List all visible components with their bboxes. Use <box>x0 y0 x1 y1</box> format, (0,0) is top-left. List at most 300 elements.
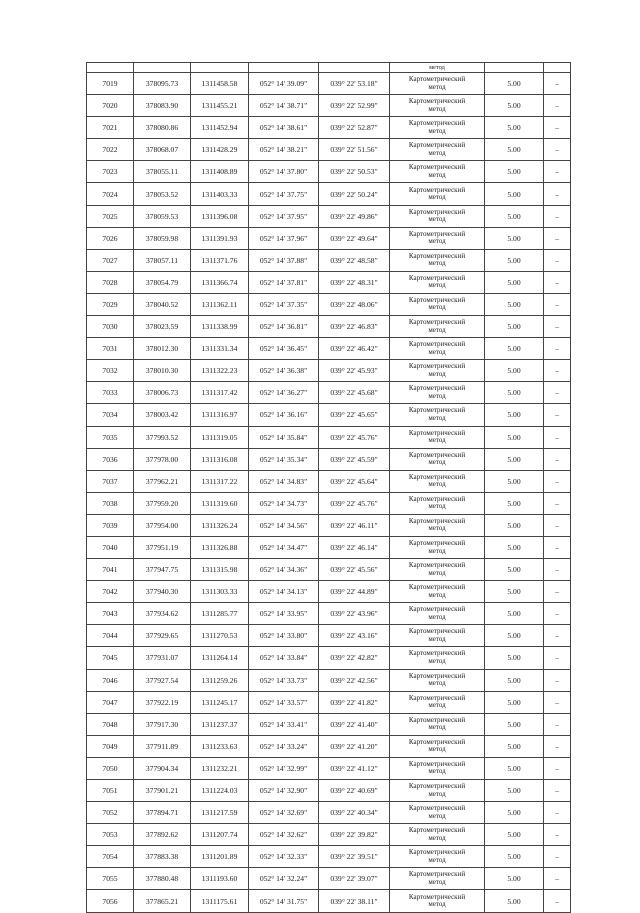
method-line-1: Картометрический <box>408 870 466 879</box>
cell-accuracy: 5.00 <box>485 117 544 139</box>
cell-accuracy: 5.00 <box>485 360 544 382</box>
cell-method <box>390 846 485 868</box>
cell-note: – <box>544 360 571 382</box>
cell-longitude: 039° 22' 39.07" <box>319 868 390 890</box>
cell-note: – <box>544 868 571 890</box>
cell-method <box>390 669 485 691</box>
cell-note: – <box>544 559 571 581</box>
table-row <box>87 404 571 426</box>
method-line-2: метод <box>428 413 446 422</box>
cell-point-number: 7029 <box>87 293 134 315</box>
cell-empty <box>191 63 249 73</box>
cell-accuracy: 5.00 <box>485 713 544 735</box>
table-row <box>87 316 571 338</box>
method-line-1: Картометрический <box>408 141 466 150</box>
table-row <box>87 559 571 581</box>
cell-latitude: 052° 14' 32.69" <box>249 802 319 824</box>
cell-note: – <box>544 647 571 669</box>
table-row <box>87 382 571 404</box>
table-row <box>87 426 571 448</box>
table-body <box>87 63 571 913</box>
cell-point-number: 7056 <box>87 890 134 912</box>
cell-y-coordinate: 1311452.94 <box>191 117 249 139</box>
method-line-2: метод <box>428 701 446 710</box>
cell-point-number: 7041 <box>87 559 134 581</box>
cell-point-number: 7043 <box>87 603 134 625</box>
cell-latitude: 052° 14' 32.99" <box>249 757 319 779</box>
cell-x-coordinate: 378023.59 <box>134 316 191 338</box>
cell-method <box>390 249 485 271</box>
method-line-2: метод <box>428 767 446 776</box>
cell-latitude: 052° 14' 34.13" <box>249 581 319 603</box>
cell-method <box>390 890 485 912</box>
method-line-2: метод <box>428 237 446 246</box>
cell-longitude: 039° 22' 48.31" <box>319 271 390 293</box>
table-row <box>87 802 571 824</box>
cell-accuracy: 5.00 <box>485 183 544 205</box>
table-row <box>87 139 571 161</box>
method-line-1: Картометрический <box>408 450 466 459</box>
cell-longitude: 039° 22' 42.82" <box>319 647 390 669</box>
table-row <box>87 205 571 227</box>
method-line-2: метод <box>428 82 446 91</box>
cell-method <box>390 426 485 448</box>
table-row <box>87 603 571 625</box>
cell-method <box>390 625 485 647</box>
table-row <box>87 360 571 382</box>
cell-note: – <box>544 713 571 735</box>
cell-accuracy: 5.00 <box>485 625 544 647</box>
cell-latitude: 052° 14' 37.96" <box>249 227 319 249</box>
cell-latitude: 052° 14' 38.61" <box>249 117 319 139</box>
cell-longitude: 039° 22' 50.24" <box>319 183 390 205</box>
cell-x-coordinate: 377922.19 <box>134 691 191 713</box>
cell-note: – <box>544 492 571 514</box>
cell-empty <box>249 63 319 73</box>
cell-longitude: 039° 22' 45.65" <box>319 404 390 426</box>
cell-point-number: 7048 <box>87 713 134 735</box>
cell-method <box>390 382 485 404</box>
method-line-1: Картометрический <box>408 649 466 658</box>
cell-longitude: 039° 22' 52.99" <box>319 95 390 117</box>
cell-method <box>390 316 485 338</box>
cell-x-coordinate: 377865.21 <box>134 890 191 912</box>
method-line-1: Картометрический <box>408 362 466 371</box>
cell-accuracy: 5.00 <box>485 669 544 691</box>
cell-y-coordinate: 1311175.61 <box>191 890 249 912</box>
cell-y-coordinate: 1311217.59 <box>191 802 249 824</box>
cell-latitude: 052° 14' 32.90" <box>249 780 319 802</box>
cell-latitude: 052° 14' 33.24" <box>249 735 319 757</box>
cell-x-coordinate: 378053.52 <box>134 183 191 205</box>
cell-method <box>390 293 485 315</box>
cell-x-coordinate: 377904.34 <box>134 757 191 779</box>
cell-method <box>390 95 485 117</box>
cell-method <box>390 713 485 735</box>
table-row <box>87 271 571 293</box>
method-line-2: метод <box>428 104 446 113</box>
cell-accuracy: 5.00 <box>485 161 544 183</box>
method-line-1: Картометрический <box>408 627 466 636</box>
cell-latitude: 052° 14' 37.80" <box>249 161 319 183</box>
method-line-2: метод <box>428 811 446 820</box>
cell-x-coordinate: 377917.30 <box>134 713 191 735</box>
cell-point-number: 7023 <box>87 161 134 183</box>
cell-accuracy: 5.00 <box>485 514 544 536</box>
cell-accuracy: 5.00 <box>485 890 544 912</box>
method-line-1: Картометрический <box>408 207 466 216</box>
cell-method <box>390 536 485 558</box>
cell-x-coordinate: 377901.21 <box>134 780 191 802</box>
cell-accuracy: 5.00 <box>485 559 544 581</box>
cell-note: – <box>544 161 571 183</box>
cell-y-coordinate: 1311326.24 <box>191 514 249 536</box>
cell-note: – <box>544 780 571 802</box>
cell-longitude: 039° 22' 45.64" <box>319 470 390 492</box>
cell-accuracy: 5.00 <box>485 492 544 514</box>
table-row <box>87 691 571 713</box>
cell-x-coordinate: 377892.62 <box>134 824 191 846</box>
cell-x-coordinate: 378068.07 <box>134 139 191 161</box>
cell-latitude: 052° 14' 32.33" <box>249 846 319 868</box>
cell-method-continuation: метод <box>390 63 485 73</box>
cell-longitude: 039° 22' 41.40" <box>319 713 390 735</box>
table-row <box>87 117 571 139</box>
cell-point-number: 7031 <box>87 338 134 360</box>
cell-point-number: 7038 <box>87 492 134 514</box>
cell-note: – <box>544 735 571 757</box>
cell-latitude: 052° 14' 38.71" <box>249 95 319 117</box>
method-line-2: метод <box>428 281 446 290</box>
cell-accuracy: 5.00 <box>485 227 544 249</box>
cell-method <box>390 647 485 669</box>
cell-y-coordinate: 1311259.26 <box>191 669 249 691</box>
cell-y-coordinate: 1311232.21 <box>191 757 249 779</box>
cell-longitude: 039° 22' 39.51" <box>319 846 390 868</box>
method-line-2: метод <box>428 458 446 467</box>
method-line-2: метод <box>428 634 446 643</box>
cell-accuracy: 5.00 <box>485 536 544 558</box>
cell-latitude: 052° 14' 34.47" <box>249 536 319 558</box>
method-line-2: метод <box>428 568 446 577</box>
cell-latitude: 052° 14' 34.83" <box>249 470 319 492</box>
cell-note: – <box>544 581 571 603</box>
method-line-1: Картометрический <box>408 693 466 702</box>
cell-x-coordinate: 378010.30 <box>134 360 191 382</box>
method-line-1: Картометрический <box>408 561 466 570</box>
cell-point-number: 7026 <box>87 227 134 249</box>
cell-longitude: 039° 22' 50.53" <box>319 161 390 183</box>
cell-note: – <box>544 824 571 846</box>
method-line-2: метод <box>428 325 446 334</box>
cell-empty <box>87 63 134 73</box>
method-line-1: Картометрический <box>408 406 466 415</box>
cell-x-coordinate: 378095.73 <box>134 73 191 95</box>
cell-longitude: 039° 22' 49.64" <box>319 227 390 249</box>
cell-longitude: 039° 22' 51.56" <box>319 139 390 161</box>
cell-latitude: 052° 14' 33.41" <box>249 713 319 735</box>
cell-y-coordinate: 1311408.89 <box>191 161 249 183</box>
table-row <box>87 227 571 249</box>
cell-longitude: 039° 22' 43.16" <box>319 625 390 647</box>
cell-y-coordinate: 1311317.42 <box>191 382 249 404</box>
cell-latitude: 052° 14' 36.16" <box>249 404 319 426</box>
cell-accuracy: 5.00 <box>485 691 544 713</box>
method-line-1: Картометрический <box>408 605 466 614</box>
cell-point-number: 7054 <box>87 846 134 868</box>
cell-note: – <box>544 293 571 315</box>
table-row <box>87 890 571 912</box>
cell-note: – <box>544 890 571 912</box>
cell-accuracy: 5.00 <box>485 316 544 338</box>
method-line-2: метод <box>428 833 446 842</box>
cell-accuracy: 5.00 <box>485 868 544 890</box>
cell-point-number: 7051 <box>87 780 134 802</box>
cell-y-coordinate: 1311315.98 <box>191 559 249 581</box>
cell-empty <box>319 63 390 73</box>
cell-x-coordinate: 378083.90 <box>134 95 191 117</box>
table-row <box>87 73 571 95</box>
cell-y-coordinate: 1311326.88 <box>191 536 249 558</box>
cell-note: – <box>544 95 571 117</box>
method-line-2: метод <box>428 126 446 135</box>
cell-longitude: 039° 22' 52.87" <box>319 117 390 139</box>
cell-y-coordinate: 1311264.14 <box>191 647 249 669</box>
cell-x-coordinate: 378055.11 <box>134 161 191 183</box>
cell-accuracy: 5.00 <box>485 139 544 161</box>
cell-x-coordinate: 377947.75 <box>134 559 191 581</box>
coordinates-table <box>86 62 571 913</box>
method-line-2: метод <box>428 193 446 202</box>
cell-x-coordinate: 377927.54 <box>134 669 191 691</box>
cell-x-coordinate: 377951.19 <box>134 536 191 558</box>
cell-longitude: 039° 22' 45.76" <box>319 426 390 448</box>
cell-note: – <box>544 691 571 713</box>
cell-longitude: 039° 22' 46.11" <box>319 514 390 536</box>
method-line-2: метод <box>428 303 446 312</box>
cell-point-number: 7030 <box>87 316 134 338</box>
cell-accuracy: 5.00 <box>485 382 544 404</box>
method-line-1: Картометрический <box>408 539 466 548</box>
method-line-2: метод <box>428 679 446 688</box>
method-line-1: Картометрический <box>408 428 466 437</box>
cell-longitude: 039° 22' 38.11" <box>319 890 390 912</box>
cell-accuracy: 5.00 <box>485 95 544 117</box>
cell-method <box>390 205 485 227</box>
cell-longitude: 039° 22' 45.76" <box>319 492 390 514</box>
cell-point-number: 7019 <box>87 73 134 95</box>
cell-latitude: 052° 14' 39.09" <box>249 73 319 95</box>
cell-x-coordinate: 378080.86 <box>134 117 191 139</box>
cell-longitude: 039° 22' 43.96" <box>319 603 390 625</box>
cell-x-coordinate: 377911.89 <box>134 735 191 757</box>
cell-note: – <box>544 316 571 338</box>
cell-point-number: 7022 <box>87 139 134 161</box>
cell-x-coordinate: 377993.52 <box>134 426 191 448</box>
cell-latitude: 052° 14' 32.62" <box>249 824 319 846</box>
method-line-2: метод <box>428 436 446 445</box>
cell-point-number: 7040 <box>87 536 134 558</box>
table-row <box>87 669 571 691</box>
cell-longitude: 039° 22' 53.18" <box>319 73 390 95</box>
method-line-1: Картометрический <box>408 826 466 835</box>
cell-x-coordinate: 377929.65 <box>134 625 191 647</box>
cell-longitude: 039° 22' 45.68" <box>319 382 390 404</box>
cell-y-coordinate: 1311316.97 <box>191 404 249 426</box>
cell-method <box>390 139 485 161</box>
cell-longitude: 039° 22' 45.93" <box>319 360 390 382</box>
cell-note: – <box>544 448 571 470</box>
method-line-1: Картометрический <box>408 75 466 84</box>
cell-longitude: 039° 22' 46.83" <box>319 316 390 338</box>
table-row <box>87 536 571 558</box>
cell-latitude: 052° 14' 33.73" <box>249 669 319 691</box>
cell-point-number: 7028 <box>87 271 134 293</box>
cell-x-coordinate: 378059.53 <box>134 205 191 227</box>
cell-accuracy: 5.00 <box>485 73 544 95</box>
method-line-1: Картометрический <box>408 782 466 791</box>
cell-latitude: 052° 14' 36.81" <box>249 316 319 338</box>
cell-method <box>390 581 485 603</box>
table-row <box>87 581 571 603</box>
method-line-1: Картометрический <box>408 804 466 813</box>
method-line-2: метод <box>428 391 446 400</box>
cell-y-coordinate: 1311245.17 <box>191 691 249 713</box>
cell-method <box>390 824 485 846</box>
cell-y-coordinate: 1311193.60 <box>191 868 249 890</box>
cell-longitude: 039° 22' 44.89" <box>319 581 390 603</box>
cell-y-coordinate: 1311338.99 <box>191 316 249 338</box>
cell-method <box>390 757 485 779</box>
cell-latitude: 052° 14' 38.21" <box>249 139 319 161</box>
cell-note: – <box>544 404 571 426</box>
cell-point-number: 7037 <box>87 470 134 492</box>
cell-point-number: 7025 <box>87 205 134 227</box>
cell-latitude: 052° 14' 33.95" <box>249 603 319 625</box>
cell-point-number: 7045 <box>87 647 134 669</box>
method-line-1: Картометрический <box>408 97 466 106</box>
method-line-1: Картометрический <box>408 583 466 592</box>
cell-method <box>390 735 485 757</box>
cell-method <box>390 780 485 802</box>
cell-note: – <box>544 536 571 558</box>
cell-accuracy: 5.00 <box>485 780 544 802</box>
cell-x-coordinate: 377931.07 <box>134 647 191 669</box>
cell-note: – <box>544 271 571 293</box>
cell-y-coordinate: 1311237.37 <box>191 713 249 735</box>
method-line-1: Картометрический <box>408 229 466 238</box>
cell-point-number: 7024 <box>87 183 134 205</box>
cell-method <box>390 559 485 581</box>
cell-longitude: 039° 22' 40.69" <box>319 780 390 802</box>
cell-note: – <box>544 514 571 536</box>
cell-y-coordinate: 1311319.05 <box>191 426 249 448</box>
table-row <box>87 868 571 890</box>
table-row <box>87 846 571 868</box>
method-line-2: метод <box>428 347 446 356</box>
cell-point-number: 7020 <box>87 95 134 117</box>
cell-y-coordinate: 1311316.08 <box>191 448 249 470</box>
cell-note: – <box>544 139 571 161</box>
cell-latitude: 052° 14' 33.80" <box>249 625 319 647</box>
cell-y-coordinate: 1311285.77 <box>191 603 249 625</box>
cell-accuracy: 5.00 <box>485 846 544 868</box>
cell-longitude: 039° 22' 40.34" <box>319 802 390 824</box>
cell-note: – <box>544 470 571 492</box>
cell-method <box>390 492 485 514</box>
cell-accuracy: 5.00 <box>485 802 544 824</box>
cell-empty <box>134 63 191 73</box>
cell-latitude: 052° 14' 37.35" <box>249 293 319 315</box>
cell-point-number: 7042 <box>87 581 134 603</box>
cell-y-coordinate: 1311403.33 <box>191 183 249 205</box>
method-line-2: метод <box>428 789 446 798</box>
cell-note: – <box>544 802 571 824</box>
cell-point-number: 7032 <box>87 360 134 382</box>
cell-accuracy: 5.00 <box>485 205 544 227</box>
method-line-1: Картометрический <box>408 516 466 525</box>
cell-longitude: 039° 22' 41.20" <box>319 735 390 757</box>
cell-longitude: 039° 22' 45.56" <box>319 559 390 581</box>
cell-latitude: 052° 14' 37.81" <box>249 271 319 293</box>
cell-latitude: 052° 14' 35.34" <box>249 448 319 470</box>
cell-point-number: 7034 <box>87 404 134 426</box>
cell-y-coordinate: 1311458.58 <box>191 73 249 95</box>
method-line-2: метод <box>428 502 446 511</box>
cell-empty <box>544 63 571 73</box>
table-row <box>87 757 571 779</box>
cell-latitude: 052° 14' 36.38" <box>249 360 319 382</box>
cell-x-coordinate: 378059.98 <box>134 227 191 249</box>
cell-point-number: 7036 <box>87 448 134 470</box>
cell-y-coordinate: 1311319.60 <box>191 492 249 514</box>
method-line-1: Картометрический <box>408 163 466 172</box>
cell-accuracy: 5.00 <box>485 404 544 426</box>
cell-x-coordinate: 378040.52 <box>134 293 191 315</box>
cell-note: – <box>544 117 571 139</box>
cell-x-coordinate: 377954.00 <box>134 514 191 536</box>
cell-latitude: 052° 14' 34.56" <box>249 514 319 536</box>
cell-accuracy: 5.00 <box>485 470 544 492</box>
cell-method <box>390 271 485 293</box>
cell-longitude: 039° 22' 41.82" <box>319 691 390 713</box>
cell-point-number: 7033 <box>87 382 134 404</box>
cell-note: – <box>544 669 571 691</box>
cell-method <box>390 514 485 536</box>
table-row <box>87 183 571 205</box>
cell-accuracy: 5.00 <box>485 757 544 779</box>
cell-note: – <box>544 382 571 404</box>
cell-note: – <box>544 249 571 271</box>
cell-point-number: 7049 <box>87 735 134 757</box>
cell-point-number: 7039 <box>87 514 134 536</box>
table-row <box>87 338 571 360</box>
cell-y-coordinate: 1311391.93 <box>191 227 249 249</box>
cell-method <box>390 338 485 360</box>
cell-latitude: 052° 14' 33.57" <box>249 691 319 713</box>
cell-longitude: 039° 22' 48.06" <box>319 293 390 315</box>
cell-longitude: 039° 22' 41.12" <box>319 757 390 779</box>
cell-x-coordinate: 377959.20 <box>134 492 191 514</box>
cell-method <box>390 183 485 205</box>
cell-note: – <box>544 426 571 448</box>
cell-accuracy: 5.00 <box>485 426 544 448</box>
method-line-2: метод <box>428 369 446 378</box>
table-row <box>87 735 571 757</box>
cell-method <box>390 603 485 625</box>
cell-y-coordinate: 1311207.74 <box>191 824 249 846</box>
cell-latitude: 052° 14' 34.73" <box>249 492 319 514</box>
